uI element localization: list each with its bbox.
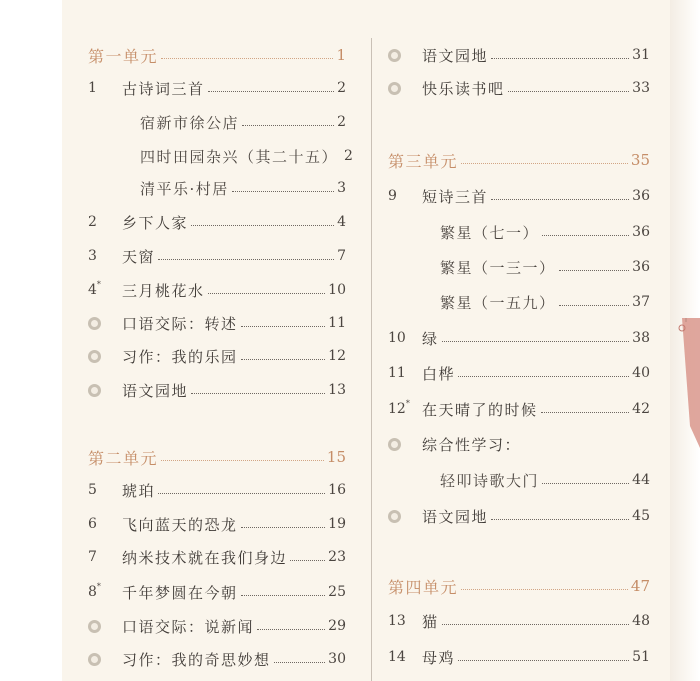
entry-title: 宿新市徐公店 <box>140 113 240 132</box>
page-number: 3 <box>337 180 346 196</box>
lesson-entry[interactable] <box>88 75 346 101</box>
entry-title: 在天晴了的时候 <box>422 400 538 419</box>
entry-title: 语文园地 <box>122 381 189 400</box>
section-entry[interactable] <box>388 75 650 101</box>
page-number: 30 <box>328 651 346 667</box>
dot-leader <box>158 259 334 260</box>
entry-title: 语文园地 <box>422 46 489 65</box>
dot-leader <box>241 595 326 596</box>
lesson-entry[interactable] <box>88 511 346 537</box>
page-number: 44 <box>632 472 650 488</box>
bookmark-ribbon-icon <box>676 318 700 448</box>
dot-leader <box>274 662 326 663</box>
lesson-number: 6 <box>88 516 97 532</box>
dot-leader <box>191 225 334 226</box>
entry-title: 繁星（一五九） <box>440 293 556 312</box>
dot-leader <box>508 91 630 92</box>
dot-leader <box>208 91 335 92</box>
sub-entry[interactable] <box>140 175 346 201</box>
dot-leader <box>458 376 629 377</box>
unit-heading[interactable] <box>388 573 650 599</box>
page-number: 1 <box>336 46 346 64</box>
circle-bullet-icon <box>388 510 406 523</box>
entry-title: 纳米技术就在我们身边 <box>122 548 288 567</box>
dot-leader <box>461 163 628 164</box>
section-entry[interactable] <box>88 343 346 369</box>
section-entry[interactable] <box>88 613 346 639</box>
lesson-number: 11 <box>388 365 406 381</box>
entry-title: 语文园地 <box>422 507 489 526</box>
page-number: 47 <box>630 577 650 595</box>
dot-leader <box>208 293 326 294</box>
optional-lesson-mark: * <box>96 280 101 289</box>
entry-title: 综合性学习： <box>422 435 522 454</box>
page-number: 36 <box>632 188 650 204</box>
circle-bullet-icon <box>88 620 106 633</box>
entry-title: 第二单元 <box>88 448 159 468</box>
dot-leader <box>491 519 629 520</box>
dot-leader <box>542 483 629 484</box>
entry-title: 白桦 <box>422 364 456 383</box>
entry-title: 四时田园杂兴（其二十五） <box>140 147 339 166</box>
dot-leader <box>491 199 629 200</box>
entry-title: 口语交际：转述 <box>122 314 238 333</box>
page-number: 51 <box>632 649 650 665</box>
circle-bullet-icon <box>88 384 106 397</box>
entry-title: 天窗 <box>122 247 156 266</box>
lesson-entry[interactable] <box>388 183 650 209</box>
dot-leader <box>241 326 326 327</box>
entry-title: 飞向蓝天的恐龙 <box>122 515 238 534</box>
lesson-number: 1 <box>88 80 97 96</box>
circle-bullet-icon <box>88 653 106 666</box>
entry-title: 乡下人家 <box>122 213 189 232</box>
entry-title: 短诗三首 <box>422 187 489 206</box>
dot-leader <box>542 235 629 236</box>
page-number: 40 <box>632 365 650 381</box>
page-number: 37 <box>632 294 650 310</box>
unit-heading[interactable] <box>388 147 650 173</box>
page-number: 2 <box>337 114 346 130</box>
dot-leader <box>161 460 324 461</box>
circle-bullet-icon <box>388 82 406 95</box>
entry-title: 第三单元 <box>388 151 459 171</box>
entry-title: 繁星（七一） <box>440 223 540 242</box>
lesson-number: 5 <box>88 482 97 498</box>
unit-heading[interactable] <box>88 42 346 68</box>
page-number: 42 <box>632 401 650 417</box>
lesson-number: 14 <box>388 649 406 665</box>
lesson-number: 13 <box>388 613 406 629</box>
lesson-entry[interactable] <box>88 544 346 570</box>
dot-leader <box>242 125 334 126</box>
lesson-number: 10 <box>388 330 406 346</box>
lesson-number: 7 <box>88 549 97 565</box>
sub-entry[interactable] <box>440 467 650 493</box>
entry-title: 琥珀 <box>122 481 156 500</box>
section-entry[interactable] <box>388 503 650 529</box>
lesson-entry[interactable] <box>88 277 346 303</box>
dot-leader <box>257 629 325 630</box>
lesson-number: 12* <box>388 399 410 417</box>
entry-title: 口语交际：说新闻 <box>122 617 255 636</box>
entry-title: 绿 <box>422 329 439 348</box>
dot-leader <box>559 305 630 306</box>
sub-entry[interactable] <box>140 143 353 169</box>
lesson-entry[interactable] <box>388 644 650 670</box>
circle-bullet-icon <box>388 438 406 451</box>
page-number: 35 <box>630 151 650 169</box>
lesson-number: 9 <box>388 188 397 204</box>
lesson-entry[interactable] <box>88 243 346 269</box>
page-number: 38 <box>632 330 650 346</box>
page-number: 2 <box>337 80 346 96</box>
dot-leader <box>458 660 629 661</box>
dot-leader <box>461 589 628 590</box>
lesson-entry[interactable] <box>88 579 346 605</box>
unit-heading[interactable] <box>88 444 346 470</box>
entry-title: 三月桃花水 <box>122 281 205 300</box>
entry-title: 猫 <box>422 612 439 631</box>
dot-leader <box>290 560 325 561</box>
entry-title: 第四单元 <box>388 577 459 597</box>
circle-bullet-icon <box>388 49 406 62</box>
section-entry[interactable] <box>388 431 650 457</box>
dot-leader <box>442 341 630 342</box>
entry-title: 千年梦圆在今朝 <box>122 583 238 602</box>
entry-title: 习作：我的乐园 <box>122 347 238 366</box>
entry-title: 母鸡 <box>422 648 456 667</box>
page-left-margin <box>0 0 62 681</box>
page-number: 12 <box>328 348 346 364</box>
page-number: 45 <box>632 508 650 524</box>
lesson-number: 4* <box>88 280 101 298</box>
page-number: 36 <box>632 224 650 240</box>
lesson-entry[interactable] <box>388 325 650 351</box>
column-divider <box>371 38 372 681</box>
dot-leader <box>442 624 630 625</box>
entry-title: 繁星（一三一） <box>440 258 556 277</box>
sub-entry[interactable] <box>440 289 650 315</box>
dot-leader <box>241 359 326 360</box>
page-number: 10 <box>328 282 346 298</box>
entry-title: 习作：我的奇思妙想 <box>122 650 271 669</box>
page-number: 29 <box>328 618 346 634</box>
dot-leader <box>541 412 630 413</box>
circle-bullet-icon <box>88 350 106 363</box>
dot-leader <box>559 270 630 271</box>
page-number: 31 <box>632 47 650 63</box>
section-entry[interactable] <box>88 377 346 403</box>
page-number: 2 <box>344 148 353 164</box>
page-number: 23 <box>328 549 346 565</box>
page-number: 11 <box>328 315 346 331</box>
lesson-number: 3 <box>88 248 97 264</box>
lesson-entry[interactable] <box>88 209 346 235</box>
entry-title: 轻叩诗歌大门 <box>440 471 540 490</box>
lesson-entry[interactable] <box>388 360 650 386</box>
section-entry[interactable] <box>88 310 346 336</box>
lesson-entry[interactable] <box>388 608 650 634</box>
dot-leader <box>232 191 334 192</box>
page-number: 15 <box>326 448 346 466</box>
entry-title: 快乐读书吧 <box>422 79 505 98</box>
page-number: 16 <box>328 482 346 498</box>
sub-entry[interactable] <box>440 254 650 280</box>
page-number: 48 <box>632 613 650 629</box>
entry-title: 古诗词三首 <box>122 79 205 98</box>
lesson-entry[interactable] <box>88 477 346 503</box>
entry-title: 第一单元 <box>88 46 159 66</box>
dot-leader <box>161 58 333 59</box>
dot-leader <box>491 58 629 59</box>
page-number: 33 <box>632 80 650 96</box>
page-number: 25 <box>328 584 346 600</box>
section-entry[interactable] <box>88 646 346 672</box>
page-number: 7 <box>337 248 346 264</box>
entry-title: 清平乐·村居 <box>140 179 229 198</box>
circle-bullet-icon <box>88 317 106 330</box>
lesson-number: 2 <box>88 214 97 230</box>
section-entry[interactable] <box>388 42 650 68</box>
page-number: 4 <box>337 214 346 230</box>
optional-lesson-mark: * <box>96 582 101 591</box>
dot-leader <box>158 493 325 494</box>
page-number: 19 <box>328 516 346 532</box>
page-number: 13 <box>328 382 346 398</box>
sub-entry[interactable] <box>140 109 346 135</box>
lesson-number: 8* <box>88 582 101 600</box>
optional-lesson-mark: * <box>405 399 410 408</box>
sub-entry[interactable] <box>440 219 650 245</box>
dot-leader <box>191 393 325 394</box>
page-number: 36 <box>632 259 650 275</box>
lesson-entry[interactable] <box>388 396 650 422</box>
dot-leader <box>241 527 326 528</box>
